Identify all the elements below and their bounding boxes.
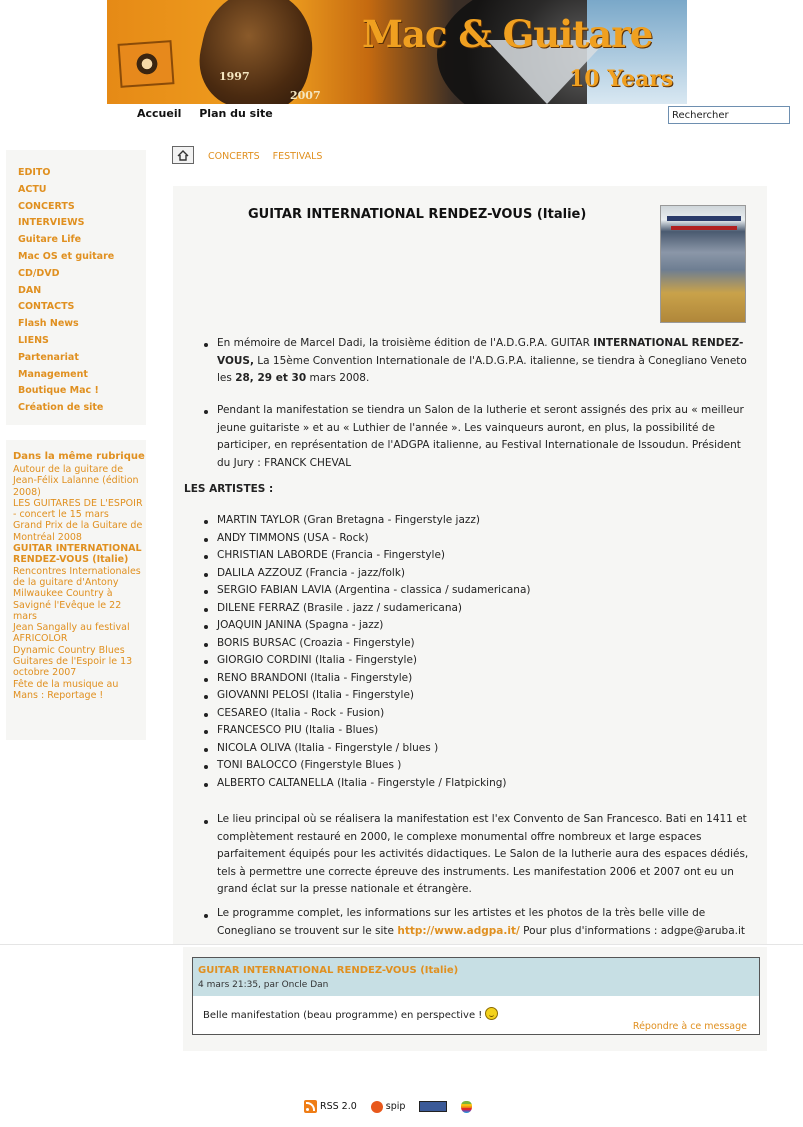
bullet-icon (204, 343, 208, 347)
adgpa-site-link[interactable]: http://www.adgpa.it/ (397, 924, 520, 937)
menu-item-liens[interactable]: LIENS (18, 334, 49, 346)
xhtml-icon (419, 1101, 447, 1112)
banner-subtitle: 10 Years (569, 66, 674, 92)
menu-item-dan[interactable]: DAN (18, 284, 42, 296)
logo-flag-icon (118, 40, 175, 88)
menu-item-boutique[interactable]: Boutique Mac ! (18, 385, 99, 397)
spip-link[interactable]: spip (371, 1101, 406, 1113)
bullet-icon (204, 410, 208, 414)
breadcrumb-concerts[interactable]: CONCERTS (208, 151, 260, 162)
same-section-link[interactable]: Rencontres Internationales de la guitare d'Antony (13, 565, 141, 588)
same-section-link[interactable]: Dynamic Country Blues Guitares de l'Espoir le 13 octobre 2007 (13, 644, 133, 679)
same-section-link[interactable]: Grand Prix de la Guitare de Montréal 2008 (13, 520, 143, 543)
menu-item-actu[interactable]: ACTU (18, 183, 47, 195)
menu-item-concerts[interactable]: CONCERTS (18, 200, 75, 212)
apple-badge[interactable] (461, 1101, 472, 1113)
article-paragraph-2: Pendant la manifestation se tiendra un Salon de la lutherie et seront assignés des prix au « meilleur jeune guitariste » et au « Luthier de l'année ». Les vainqueurs auront, en plus, la possibilité de participer, en représentation de l'ADGPA italienne, au Festival Internationale de Issoudun. Président du Jury : FRANCK CHEVAL (217, 404, 744, 469)
menu-item-cd-dvd[interactable]: CD/DVD (18, 267, 60, 279)
menu-item-edito[interactable]: EDITO (18, 167, 51, 178)
top-nav (137, 107, 287, 120)
banner-title: Mac & Guitare (362, 12, 653, 56)
banner-year-end: 2007 (290, 89, 321, 102)
forum-message-header (193, 958, 759, 996)
same-section-link-current[interactable]: GUITAR INTERNATIONAL RENDEZ-VOUS (Italie) (13, 543, 142, 566)
same-section-box (6, 440, 146, 740)
forum-message (192, 957, 760, 1035)
nav-plan-du-site-link[interactable]: Plan du site (199, 107, 273, 120)
smiley-icon (485, 1007, 498, 1020)
menu-item-mac-os[interactable]: Mac OS et guitare (18, 250, 115, 262)
menu-item-creation-site[interactable]: Création de site (18, 402, 104, 414)
bullet-icon (204, 914, 208, 918)
menu-item-guitare-life[interactable]: Guitare Life (18, 234, 82, 246)
event-poster-image[interactable] (660, 205, 746, 323)
divider (0, 944, 803, 945)
bullet-icon (204, 820, 208, 824)
breadcrumb (208, 151, 332, 162)
footer (304, 1100, 472, 1113)
rss-link[interactable]: RSS 2.0 (304, 1100, 357, 1113)
home-icon[interactable] (172, 146, 194, 164)
article-title: GUITAR INTERNATIONAL RENDEZ-VOUS (Italie) (248, 207, 587, 222)
reply-link[interactable]: Répondre à ce message (632, 1021, 747, 1032)
left-menu (6, 150, 146, 425)
forum-message-body: Belle manifestation (beau programme) en perspective ! (203, 1007, 498, 1021)
menu-item-partenariat[interactable]: Partenariat (18, 351, 79, 363)
search-input[interactable] (668, 106, 790, 124)
same-section-link[interactable]: Autour de la guitare de Jean-Félix Lalanne (édition 2008) (13, 464, 139, 498)
menu-item-interviews[interactable]: INTERVIEWS (18, 217, 85, 229)
same-section-link[interactable]: Jean Sangally au festival AFRICOLOR (13, 622, 130, 645)
menu-item-management[interactable]: Management (18, 368, 88, 380)
site-banner[interactable] (107, 0, 687, 104)
artists-heading: LES ARTISTES : (184, 483, 274, 495)
banner-year-start: 1997 (219, 70, 250, 83)
menu-item-contacts[interactable]: CONTACTS (18, 301, 75, 313)
xhtml-badge[interactable] (419, 1101, 447, 1112)
article-paragraph-3: Le lieu principal où se réalisera la manifestation est l'ex Convento de San Francesco. Bati en 1411 et complètement restauré en 2000, le complexe monumental offre nombreux et large espaces parfaitement équipés pour les activités didactiques. Le Salon de la lutherie aura des espaces dédiés, tels à permettre une correcte épreuve des instruments. Les manifestation 2006 et 2007 ont eu un grand éclat sur la presse nationale et étrangère. (217, 813, 749, 895)
article-paragraph-4: Le programme complet, les informations sur les artistes et les photos de la très belle ville de Conegliano se trouvent sur le site http://www.adgpa.it/ Pour plus d'informations : adgpe@aruba.it (217, 907, 746, 937)
rss-icon (304, 1100, 317, 1113)
same-section-heading: Dans la même rubrique (13, 451, 145, 462)
nav-accueil-link[interactable]: Accueil (137, 107, 182, 120)
article-paragraph-1: En mémoire de Marcel Dadi, la troisième édition de l'A.D.G.P.A. GUITAR INTERNATIONAL RENDEZ-VOUS, La 15ème Convention Internationale de l'A.D.G.P.A. italienne, se tiendra à Conegliano Veneto les 28, 29 et 30 mars 2008. (217, 337, 747, 384)
same-section-link[interactable]: LES GUITARES DE L'ESPOIR - concert le 15 mars (13, 497, 143, 521)
apple-icon (461, 1101, 472, 1113)
forum-message-title[interactable]: GUITAR INTERNATIONAL RENDEZ-VOUS (Italie) (198, 965, 459, 976)
breadcrumb-festivals[interactable]: FESTIVALS (272, 151, 323, 162)
same-section-link[interactable]: Fête de la musique au Mans : Reportage ! (13, 678, 119, 701)
menu-item-flash-news[interactable]: Flash News (18, 318, 79, 330)
forum-message-meta: 4 mars 21:35, par Oncle Dan (198, 980, 329, 990)
spip-icon (371, 1101, 383, 1113)
same-section-link[interactable]: Milwaukee Country à Savigné l'Evêque le 22 mars (13, 588, 122, 622)
